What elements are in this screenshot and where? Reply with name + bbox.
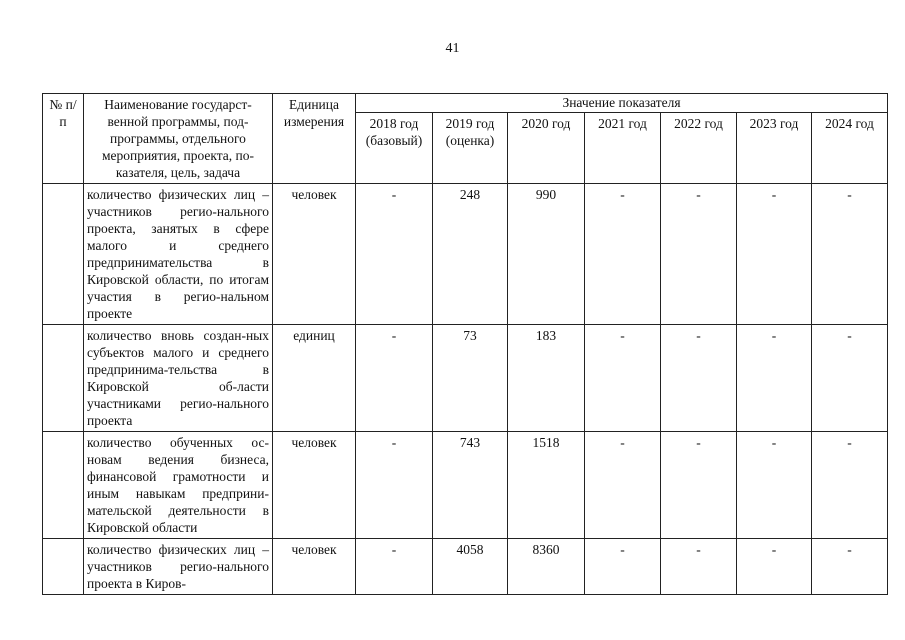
table-row [43, 432, 888, 539]
row-num [43, 432, 84, 539]
table-row [43, 325, 888, 432]
value-2021: - [585, 432, 661, 539]
row-indicator-name: количество физических лиц – участников регио-нального проекта, занятых в сфере малого и среднего предпринимательства в Кировской области, по итогам участия в регио-нальном проекте [84, 184, 273, 325]
row-indicator-name: количество физических лиц – участников регио-нального проекта в Киров- [84, 539, 273, 595]
header-unit: Единица измерения [273, 94, 356, 184]
value-2020: 8360 [508, 539, 585, 595]
value-2023: - [737, 184, 812, 325]
value-2020: 183 [508, 325, 585, 432]
header-year-2021: 2021 год [585, 113, 661, 184]
value-2022: - [661, 432, 737, 539]
value-2018: - [356, 325, 433, 432]
header-row-1 [43, 94, 888, 113]
header-year-2022: 2022 год [661, 113, 737, 184]
value-2024: - [812, 432, 888, 539]
value-2019: 248 [433, 184, 508, 325]
value-2019: 4058 [433, 539, 508, 595]
indicators-table [42, 93, 888, 595]
value-2018: - [356, 184, 433, 325]
header-year-2024: 2024 год [812, 113, 888, 184]
header-year-2023: 2023 год [737, 113, 812, 184]
row-unit: человек [273, 539, 356, 595]
header-num: № п/п [43, 94, 84, 184]
value-2021: - [585, 184, 661, 325]
row-num [43, 325, 84, 432]
row-indicator-name: количество вновь создан-ных субъектов малого и среднего предпринима-тельства в Кировской об-ласти участниками регио-нального проекта [84, 325, 273, 432]
row-indicator-name: количество обученных ос-новам ведения бизнеса, финансовой грамотности и иным навыкам предприни-мательской деятельности в Кировской области [84, 432, 273, 539]
header-indicator-value: Значение показателя [356, 94, 888, 113]
table-row [43, 539, 888, 595]
table-row [43, 184, 888, 325]
value-2023: - [737, 539, 812, 595]
header-name: Наименование государст-венной программы, под-программы, отдельного мероприятия, проекта, по-казателя, цель, задача [84, 94, 273, 184]
value-2024: - [812, 539, 888, 595]
row-unit: человек [273, 184, 356, 325]
header-year-2019: 2019 год (оценка) [433, 113, 508, 184]
header-year-2020: 2020 год [508, 113, 585, 184]
header-year-2018: 2018 год (базовый) [356, 113, 433, 184]
value-2024: - [812, 325, 888, 432]
row-num [43, 184, 84, 325]
value-2023: - [737, 325, 812, 432]
value-2020: 990 [508, 184, 585, 325]
row-num [43, 539, 84, 595]
value-2020: 1518 [508, 432, 585, 539]
row-unit: человек [273, 432, 356, 539]
page-number: 41 [445, 41, 460, 56]
value-2023: - [737, 432, 812, 539]
value-2019: 73 [433, 325, 508, 432]
row-unit: единиц [273, 325, 356, 432]
value-2019: 743 [433, 432, 508, 539]
value-2018: - [356, 539, 433, 595]
value-2021: - [585, 325, 661, 432]
value-2024: - [812, 184, 888, 325]
value-2022: - [661, 539, 737, 595]
value-2022: - [661, 184, 737, 325]
value-2022: - [661, 325, 737, 432]
value-2018: - [356, 432, 433, 539]
value-2021: - [585, 539, 661, 595]
